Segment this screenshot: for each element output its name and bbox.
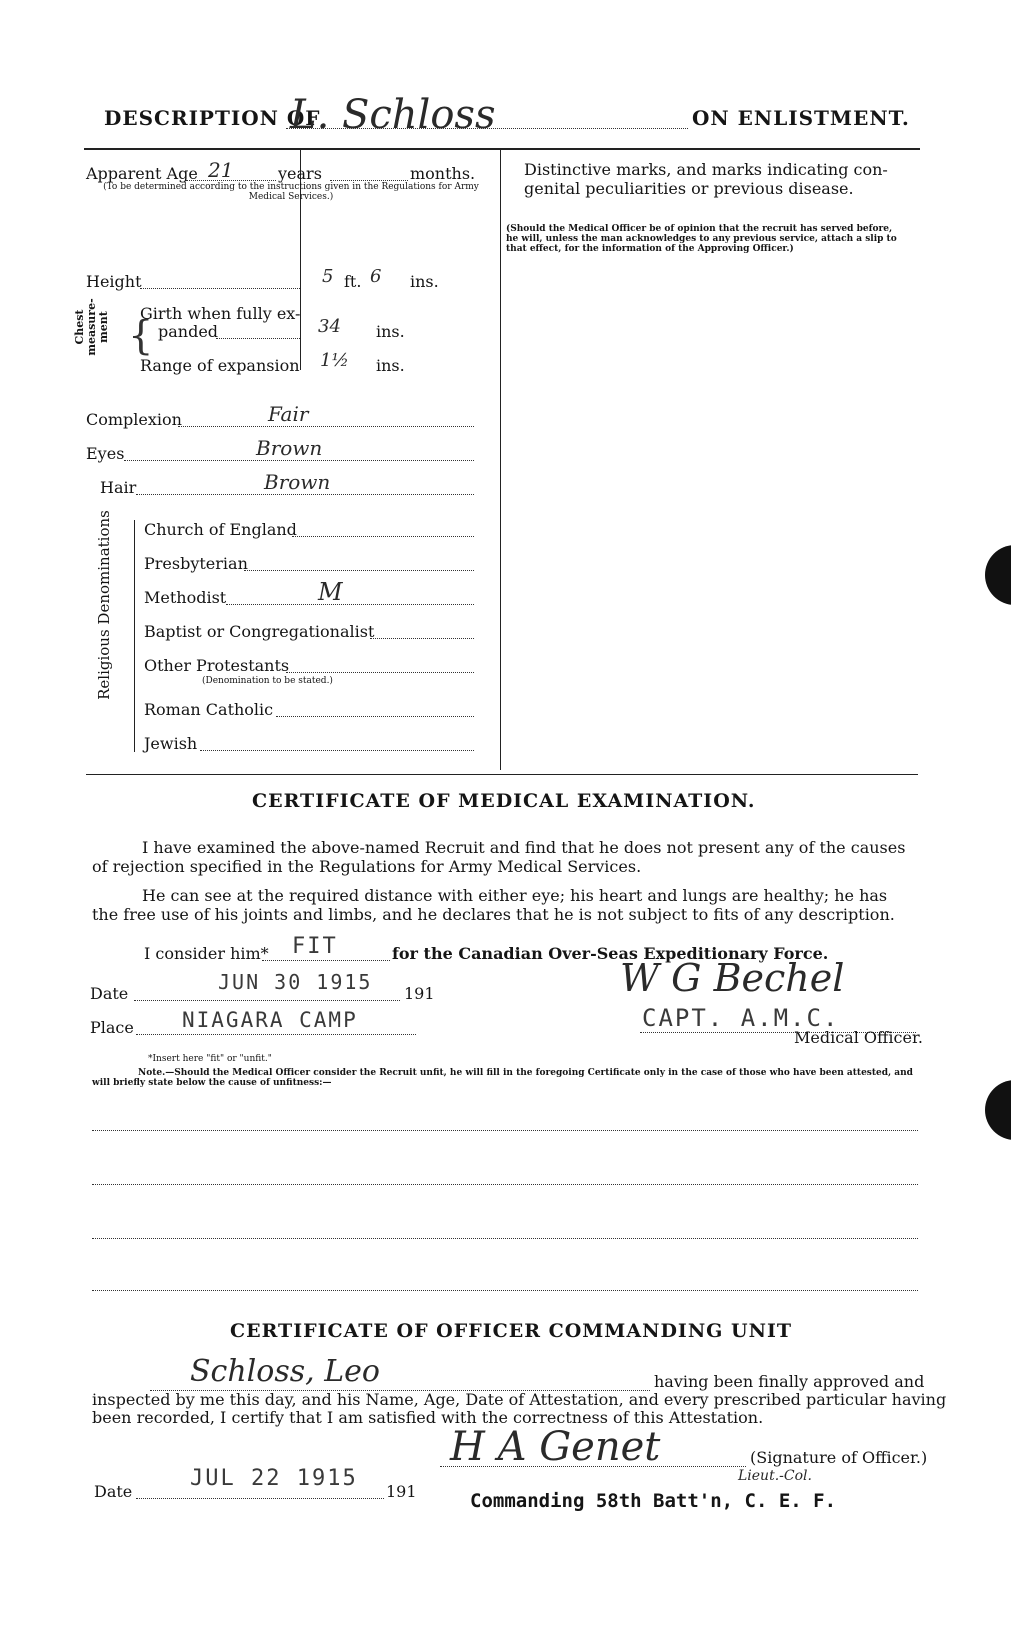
unfit-line-4 xyxy=(92,1290,918,1291)
girth-value: 34 xyxy=(318,316,341,337)
medical-date-line xyxy=(134,1000,400,1001)
place-line xyxy=(136,1034,416,1035)
girth-unit: ins. xyxy=(376,322,405,341)
insert-note: *Insert here "fit" or "unfit." xyxy=(148,1054,272,1064)
eyes-label: Eyes xyxy=(86,444,125,463)
unfit-note: Note.—Should the Medical Officer consider the Recruit unfit, he will fill in the foregoing Certificate only in the case of those who have been attested, and will briefly state below the cause of unfitness:— xyxy=(92,1068,913,1088)
place-label: Place xyxy=(90,1018,134,1037)
presbyterian-label: Presbyterian xyxy=(144,554,248,573)
commanding-certificate-title: CERTIFICATE OF OFFICER COMMANDING UNIT xyxy=(230,1320,792,1342)
height-ft-value: 5 xyxy=(322,266,334,287)
punch-hole xyxy=(985,1080,1011,1140)
signature-label: (Signature of Officer.) xyxy=(750,1448,928,1467)
medical-officer-label: Medical Officer. xyxy=(794,1028,923,1047)
medical-year-label: 191 xyxy=(404,984,435,1003)
jewish-label: Jewish xyxy=(144,734,198,753)
chest-bracket: { xyxy=(128,313,154,359)
eyes-line xyxy=(124,460,474,461)
complexion-label: Complexion xyxy=(86,410,182,429)
apparent-age-label: Apparent Age xyxy=(86,164,198,183)
column-divider xyxy=(500,150,501,770)
range-unit: ins. xyxy=(376,356,405,375)
roman-catholic-line xyxy=(276,716,474,717)
section-rule xyxy=(86,774,918,775)
baptist-line xyxy=(370,638,474,639)
distinctive-marks-label: Distinctive marks, and marks indicating con- genital peculiarities or previous disease. xyxy=(524,160,888,198)
commanding-date-line xyxy=(136,1498,384,1499)
name-line xyxy=(286,128,688,129)
girth-line xyxy=(216,338,300,339)
commanding-date-stamp: JUL 22 1915 xyxy=(190,1466,358,1491)
commanding-date-label: Date xyxy=(94,1482,133,1501)
description-of-label: DESCRIPTION OF xyxy=(104,106,321,130)
unfit-line-3 xyxy=(92,1238,918,1239)
medical-certificate-title: CERTIFICATE OF MEDICAL EXAMINATION. xyxy=(252,790,756,812)
hair-line xyxy=(136,494,474,495)
complexion-line xyxy=(178,426,474,427)
months-line xyxy=(330,180,408,181)
denomination-note: (Denomination to be stated.) xyxy=(202,676,333,686)
commanding-officer-signature: H A Genet xyxy=(450,1424,661,1470)
commanding-name-handwritten: Schloss, Leo xyxy=(190,1354,380,1389)
commanding-line-3: been recorded, I certify that I am satisfied with the correctness of this Attestation. xyxy=(92,1408,764,1427)
methodist-line xyxy=(226,604,474,605)
header-rule xyxy=(84,148,920,150)
range-label: Range of expansion xyxy=(140,356,300,375)
height-in-value: 6 xyxy=(370,266,382,287)
height-line xyxy=(140,288,300,289)
complexion-value: Fair xyxy=(268,402,309,426)
unfit-line-2 xyxy=(92,1184,918,1185)
commanding-unit-stamp: Commanding 58th Batt'n, C. E. F. xyxy=(470,1490,837,1512)
unfit-line-1 xyxy=(92,1130,918,1131)
months-label: months. xyxy=(410,164,476,183)
medical-paragraph-1: I have examined the above-named Recruit and find that he does not present any of the causes of rejection specified in the Regulations for Army Medical Services. xyxy=(92,838,906,876)
hair-value: Brown xyxy=(264,470,331,494)
church-of-england-label: Church of England xyxy=(144,520,297,539)
fit-line xyxy=(262,960,390,961)
methodist-mark: M xyxy=(318,578,343,606)
consider-label: I consider him* xyxy=(144,944,269,963)
fit-stamp: FIT xyxy=(292,934,338,959)
range-value: 1½ xyxy=(320,350,349,371)
girth-label-1: Girth when fully ex- xyxy=(140,304,301,323)
ins-label: ins. xyxy=(410,272,439,291)
height-label: Height xyxy=(86,272,142,291)
chest-label: Chest measure-ment xyxy=(73,298,110,356)
medical-paragraph-2: He can see at the required distance with either eye; his heart and lungs are healthy; he has the free use of his joints and limbs, and he declares that he is not subject to fits of any description. xyxy=(92,886,895,924)
hair-label: Hair xyxy=(100,478,137,497)
commanding-year-label: 191 xyxy=(386,1482,417,1501)
commanding-signature-line xyxy=(440,1466,746,1467)
approved-text: having been finally approved and xyxy=(654,1372,925,1391)
other-protestants-label: Other Protestants xyxy=(144,656,290,675)
church-of-england-line xyxy=(292,536,474,537)
punch-hole xyxy=(985,545,1011,605)
eyes-value: Brown xyxy=(256,436,323,460)
on-enlistment-label: ON ENLISTMENT. xyxy=(692,106,910,130)
methodist-label: Methodist xyxy=(144,588,227,607)
girth-label-2: panded xyxy=(158,322,219,341)
consider-rest: for the Canadian Over-Seas Expeditionary Force. xyxy=(392,944,829,963)
medical-officer-signature: W G Bechel xyxy=(620,956,845,1000)
ft-label: ft. xyxy=(344,272,362,291)
medical-officer-note: (Should the Medical Officer be of opinion that the recruit has served before, he will, unless the man acknowledges to any previous service, attach a slip to that effect, for the information of the Approving Officer.) xyxy=(506,224,897,254)
roman-catholic-label: Roman Catholic xyxy=(144,700,274,719)
rank-stamp: CAPT. A.M.C. xyxy=(642,1004,840,1032)
medical-date-label: Date xyxy=(90,984,129,1003)
place-stamp: NIAGARA CAMP xyxy=(182,1008,358,1032)
rank-label: Lieut.-Col. xyxy=(738,1468,812,1484)
age-value: 21 xyxy=(208,158,234,182)
jewish-line xyxy=(200,750,474,751)
presbyterian-line xyxy=(244,570,474,571)
religious-denominations-label: Religious Denominations xyxy=(95,510,113,700)
recruit-name-handwritten: L. Schloss xyxy=(290,92,496,138)
commanding-line-2: inspected by me this day, and his Name, Age, Date of Attestation, and every prescribed particular having xyxy=(92,1390,947,1409)
religion-bracket xyxy=(134,520,135,752)
years-label: years xyxy=(278,164,322,183)
medical-date-stamp: JUN 30 1915 xyxy=(218,970,373,994)
baptist-label: Baptist or Congregationalist xyxy=(144,622,375,641)
other-protestants-line xyxy=(286,672,474,673)
age-note: (To be determined according to the instructions given in the Regulations for Army Medical Services.) xyxy=(103,182,479,202)
